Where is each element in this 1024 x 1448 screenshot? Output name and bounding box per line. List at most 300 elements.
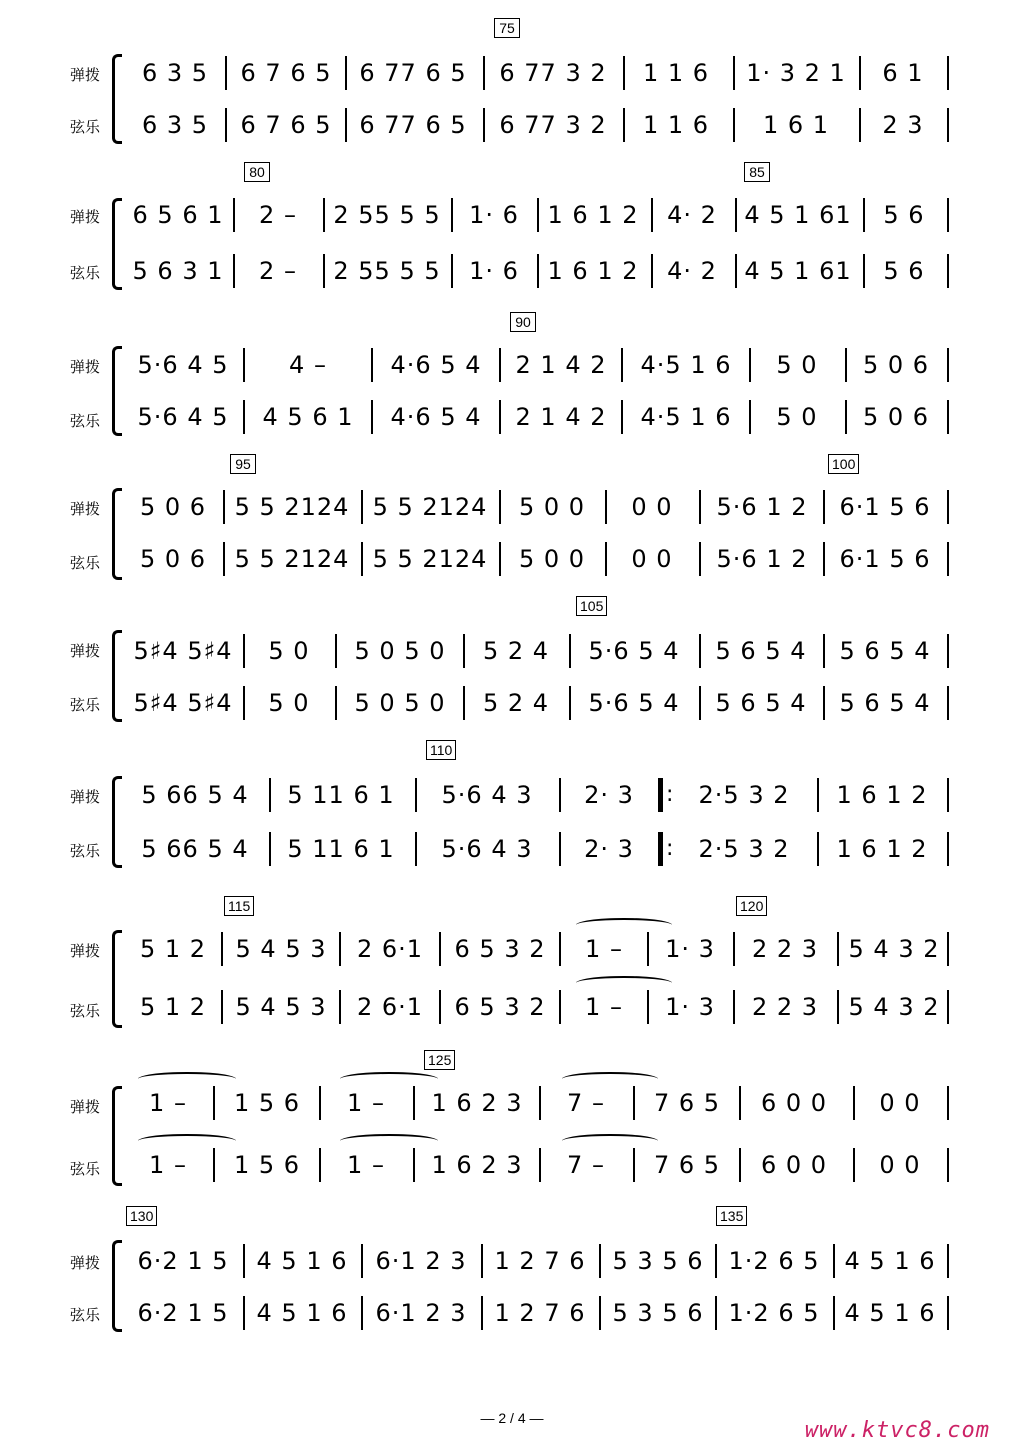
measure: 4 –	[289, 351, 327, 379]
instrument-label-strings: 弦乐	[70, 118, 101, 136]
barline	[736, 1148, 744, 1182]
barline	[448, 198, 456, 232]
measure: 5 2 4	[482, 637, 550, 665]
barline	[410, 1086, 418, 1120]
measure: 7 6 5	[653, 1089, 721, 1117]
measure: 1 6 1 2	[836, 835, 928, 863]
measure-number-120: 120	[736, 896, 767, 916]
system-5	[0, 596, 1024, 728]
measure-number-125: 125	[424, 1050, 455, 1070]
measure: 5 0 5 0	[354, 689, 446, 717]
measure: 4·6 5 4	[390, 351, 482, 379]
measure: 2 1 4 2	[515, 351, 607, 379]
measure: 2 2 3	[751, 935, 819, 963]
barline	[696, 490, 704, 524]
barline	[320, 254, 328, 288]
instrument-label-strings: 弦乐	[70, 412, 101, 430]
staff-row-strings	[0, 832, 1024, 866]
barline	[368, 400, 376, 434]
measure: 5 0 6	[139, 545, 207, 573]
barline	[730, 932, 738, 966]
barline	[644, 932, 652, 966]
measure: 7 –	[567, 1151, 605, 1179]
measure: 5 0 0	[518, 493, 586, 521]
barline	[820, 542, 828, 576]
measure-number-130: 130	[126, 1206, 157, 1226]
barline	[566, 686, 574, 720]
measure: 5 0 6	[862, 403, 930, 431]
barline	[534, 254, 542, 288]
measure: 5 1 2	[139, 935, 207, 963]
staff-row-plucked	[0, 348, 1024, 382]
barline	[820, 634, 828, 668]
barline	[856, 108, 864, 142]
measure: 0 0	[631, 545, 673, 573]
measure: 5 11 6 1	[287, 781, 395, 809]
measure-number-75: 75	[494, 18, 520, 38]
barline	[556, 832, 564, 866]
measure: 4·5 1 6	[640, 403, 732, 431]
measure: 6·2 1 5	[137, 1247, 229, 1275]
barline	[944, 832, 952, 866]
barline	[620, 56, 628, 90]
measure: 2 1 4 2	[515, 403, 607, 431]
barline	[556, 990, 564, 1024]
barline	[358, 542, 366, 576]
measure: 6 5 3 2	[454, 993, 546, 1021]
measure: 1 5 6	[233, 1151, 301, 1179]
barline	[630, 1086, 638, 1120]
barline	[732, 198, 740, 232]
barline	[496, 348, 504, 382]
measure: 5·6 5 4	[588, 689, 680, 717]
measure: 5♯4 5♯4	[133, 689, 233, 717]
barline	[850, 1086, 858, 1120]
barline	[496, 400, 504, 434]
measure: 5 0	[776, 403, 818, 431]
measure: 1 1 6	[642, 111, 710, 139]
measure: 2 3	[882, 111, 924, 139]
measure: 2·5 3 2	[698, 781, 790, 809]
measure: 1 –	[347, 1151, 385, 1179]
system-7	[0, 896, 1024, 1034]
measure-number-105: 105	[576, 596, 607, 616]
barline	[730, 56, 738, 90]
barline	[240, 634, 248, 668]
barline	[620, 108, 628, 142]
barline	[460, 686, 468, 720]
staff-row-plucked	[0, 778, 1024, 812]
barline	[856, 56, 864, 90]
barline	[618, 400, 626, 434]
measure: 2· 3	[584, 835, 634, 863]
barline	[320, 198, 328, 232]
barline	[222, 56, 230, 90]
measure-number-85: 85	[744, 162, 770, 182]
measure: 6 77 6 5	[359, 111, 467, 139]
barline	[696, 686, 704, 720]
barline	[496, 542, 504, 576]
barline	[220, 542, 228, 576]
barline	[860, 198, 868, 232]
measure: 1· 3 2 1	[746, 59, 846, 87]
barline	[944, 254, 952, 288]
tie-arc	[562, 1072, 658, 1086]
measure: 4·5 1 6	[640, 351, 732, 379]
measure: 5 1 2	[139, 993, 207, 1021]
measure: 1 6 2 3	[431, 1151, 523, 1179]
barline	[944, 932, 952, 966]
staff-row-plucked	[0, 634, 1024, 668]
system-8	[0, 1050, 1024, 1192]
barline	[944, 778, 952, 812]
barline	[556, 778, 564, 812]
barline	[556, 932, 564, 966]
tie-arc	[576, 918, 672, 932]
measure: 7 6 5	[653, 1151, 721, 1179]
measure: 6 7 6 5	[240, 111, 332, 139]
barline	[332, 634, 340, 668]
barline	[336, 932, 344, 966]
measure: 5 66 5 4	[141, 835, 249, 863]
page-number: — 2 / 4 —	[480, 1410, 544, 1426]
measure: 2 –	[259, 201, 297, 229]
measure: 2 2 3	[751, 993, 819, 1021]
measure: 6 7 6 5	[240, 59, 332, 87]
barline	[944, 1086, 952, 1120]
measure: 5 0 0	[518, 545, 586, 573]
barline	[746, 348, 754, 382]
measure: 1· 3	[665, 993, 715, 1021]
tie-arc	[576, 976, 672, 990]
barline	[944, 990, 952, 1024]
measure: 4 5 1 6	[256, 1299, 348, 1327]
measure: 5 0	[268, 637, 310, 665]
staff-row-strings	[0, 990, 1024, 1024]
staff-row-plucked	[0, 56, 1024, 90]
measure: 5 3 5 6	[612, 1247, 704, 1275]
barline	[696, 634, 704, 668]
barline	[814, 832, 822, 866]
barline	[240, 1296, 248, 1330]
barline	[944, 686, 952, 720]
system-1	[0, 18, 1024, 148]
barline	[480, 108, 488, 142]
barline	[496, 490, 504, 524]
system-9	[0, 1206, 1024, 1340]
measure: 2 55 5 5	[333, 201, 441, 229]
measure: 1 6 1 2	[547, 201, 639, 229]
barline	[944, 634, 952, 668]
barline	[566, 634, 574, 668]
measure: 5 6 5 4	[715, 689, 807, 717]
measure: 0 0	[879, 1089, 921, 1117]
barline	[240, 348, 248, 382]
instrument-label-strings: 弦乐	[70, 1306, 101, 1324]
barline	[316, 1148, 324, 1182]
barline	[834, 990, 842, 1024]
measure: 6·1 5 6	[839, 545, 931, 573]
measure: 1 –	[149, 1089, 187, 1117]
measure: 5 4 5 3	[235, 993, 327, 1021]
staff-row-plucked	[0, 932, 1024, 966]
measure: 5·6 4 5	[137, 351, 229, 379]
barline	[436, 932, 444, 966]
measure: 5♯4 5♯4	[133, 637, 233, 665]
measure: 6 5 3 2	[454, 935, 546, 963]
barline	[712, 1296, 720, 1330]
barline	[944, 1244, 952, 1278]
barline	[210, 1148, 218, 1182]
measure-number-110: 110	[426, 740, 456, 760]
measure: 5 2 4	[482, 689, 550, 717]
measure: 4·6 5 4	[390, 403, 482, 431]
measure: 1 –	[347, 1089, 385, 1117]
measure: 5 5 2124	[234, 493, 350, 521]
instrument-label-strings: 弦乐	[70, 842, 101, 860]
measure: 6 3 5	[141, 111, 209, 139]
measure: 4 5 1 61	[744, 201, 852, 229]
barline	[820, 490, 828, 524]
instrument-label-plucked: 弹拨	[70, 942, 101, 960]
staff-row-strings	[0, 108, 1024, 142]
barline	[448, 254, 456, 288]
watermark-url: www.ktvc8.com	[804, 1418, 990, 1443]
instrument-label-plucked: 弹拨	[70, 1254, 101, 1272]
barline	[648, 198, 656, 232]
measure: 5 5 2124	[372, 545, 488, 573]
measure: 5 0 6	[862, 351, 930, 379]
measure: 1 6 1	[762, 111, 830, 139]
measure: 0 0	[879, 1151, 921, 1179]
instrument-label-strings: 弦乐	[70, 264, 101, 282]
system-3	[0, 312, 1024, 440]
barline	[332, 686, 340, 720]
measure: 5·6 1 2	[716, 545, 808, 573]
barline	[736, 1086, 744, 1120]
tie-arc	[340, 1072, 438, 1086]
measure: 6 77 3 2	[499, 111, 607, 139]
barline	[218, 932, 226, 966]
measure: 1 –	[585, 935, 623, 963]
instrument-label-strings: 弦乐	[70, 554, 101, 572]
measure: 1· 3	[665, 935, 715, 963]
measure: 6·1 2 3	[375, 1299, 467, 1327]
staff-row-strings	[0, 400, 1024, 434]
measure: 5·6 4 3	[441, 781, 533, 809]
measure-number-95: 95	[230, 454, 256, 474]
measure: 1 6 1 2	[836, 781, 928, 809]
barline	[478, 1244, 486, 1278]
measure: 1· 6	[469, 201, 519, 229]
barline	[536, 1086, 544, 1120]
measure: 1 –	[585, 993, 623, 1021]
barline	[648, 254, 656, 288]
measure: 1·2 6 5	[728, 1247, 820, 1275]
barline	[630, 1148, 638, 1182]
barline	[266, 832, 274, 866]
staff-row-plucked	[0, 490, 1024, 524]
barline	[944, 1296, 952, 1330]
staff-row-strings	[0, 542, 1024, 576]
barline	[842, 348, 850, 382]
measure: 4· 2	[667, 257, 717, 285]
barline	[266, 778, 274, 812]
measure: 5 6	[883, 257, 925, 285]
barline	[834, 932, 842, 966]
measure: 1 2 7 6	[494, 1299, 586, 1327]
barline	[358, 490, 366, 524]
measure: 6 77 6 5	[359, 59, 467, 87]
measure: 2 6·1	[356, 935, 424, 963]
barline	[210, 1086, 218, 1120]
measure: 5 11 6 1	[287, 835, 395, 863]
barline	[618, 348, 626, 382]
barline	[596, 1244, 604, 1278]
measure: 5 4 3 2	[848, 935, 940, 963]
measure: 2·5 3 2	[698, 835, 790, 863]
instrument-label-strings: 弦乐	[70, 696, 101, 714]
barline	[222, 108, 230, 142]
barline	[944, 348, 952, 382]
instrument-label-plucked: 弹拨	[70, 500, 101, 518]
measure: 4 5 1 6	[256, 1247, 348, 1275]
measure: 6 77 3 2	[499, 59, 607, 87]
tie-arc	[562, 1134, 658, 1148]
barline	[240, 686, 248, 720]
barline	[534, 198, 542, 232]
system-6	[0, 740, 1024, 874]
measure: 5 5 2124	[372, 493, 488, 521]
measure: 6 1	[882, 59, 924, 87]
barline	[412, 778, 420, 812]
instrument-label-strings: 弦乐	[70, 1160, 101, 1178]
system-4	[0, 454, 1024, 584]
staff-row-strings	[0, 686, 1024, 720]
measure: 5·6 1 2	[716, 493, 808, 521]
measure: 5·6 5 4	[588, 637, 680, 665]
barline	[696, 542, 704, 576]
measure: 5 0 6	[139, 493, 207, 521]
barline	[240, 400, 248, 434]
barline	[944, 542, 952, 576]
measure: 4 5 1 6	[844, 1299, 936, 1327]
tie-arc	[138, 1134, 236, 1148]
measure: 2 –	[259, 257, 297, 285]
measure: 2 6·1	[356, 993, 424, 1021]
barline	[220, 490, 228, 524]
measure-number-80: 80	[244, 162, 270, 182]
measure: 6 0 0	[760, 1151, 828, 1179]
staff-row-strings	[0, 1296, 1024, 1330]
barline	[230, 254, 238, 288]
measure: 1 6 2 3	[431, 1089, 523, 1117]
barline	[602, 542, 610, 576]
measure: 6 3 5	[141, 59, 209, 87]
measure: 5·6 4 5	[137, 403, 229, 431]
barline	[480, 56, 488, 90]
barline	[342, 108, 350, 142]
barline	[746, 400, 754, 434]
barline	[730, 990, 738, 1024]
barline	[536, 1148, 544, 1182]
measure: 4 5 6 1	[262, 403, 354, 431]
measure: 2· 3	[584, 781, 634, 809]
measure: 5 3 5 6	[612, 1299, 704, 1327]
barline	[596, 1296, 604, 1330]
measure: 0 0	[631, 493, 673, 521]
measure-number-135: 135	[716, 1206, 747, 1226]
measure: 5 0	[776, 351, 818, 379]
measure: 5 6 5 4	[839, 637, 931, 665]
measure: 6·1 2 3	[375, 1247, 467, 1275]
instrument-label-plucked: 弹拨	[70, 358, 101, 376]
measure: 4· 2	[667, 201, 717, 229]
barline	[478, 1296, 486, 1330]
barline	[944, 400, 952, 434]
measure: 1 –	[149, 1151, 187, 1179]
measure: 2 55 5 5	[333, 257, 441, 285]
measure: 1 5 6	[233, 1089, 301, 1117]
measure-number-90: 90	[510, 312, 536, 332]
barline	[944, 1148, 952, 1182]
measure: 5 6	[883, 201, 925, 229]
barline	[602, 490, 610, 524]
instrument-label-plucked: 弹拨	[70, 1098, 101, 1116]
barline	[944, 56, 952, 90]
barline	[412, 832, 420, 866]
instrument-label-plucked: 弹拨	[70, 66, 101, 84]
measure: 6 5 6 1	[132, 201, 224, 229]
tie-arc	[138, 1072, 236, 1086]
measure-number-100: 100	[828, 454, 859, 474]
barline	[436, 990, 444, 1024]
system-2	[0, 162, 1024, 294]
staff-row-strings	[0, 254, 1024, 288]
barline	[830, 1296, 838, 1330]
measure: 4 5 1 6	[844, 1247, 936, 1275]
barline	[342, 56, 350, 90]
barline	[460, 634, 468, 668]
barline	[820, 686, 828, 720]
measure-number-115: 115	[224, 896, 254, 916]
barline	[732, 254, 740, 288]
barline	[830, 1244, 838, 1278]
repeat-start	[658, 778, 672, 812]
staff-row-plucked	[0, 1086, 1024, 1120]
measure: 5·6 4 3	[441, 835, 533, 863]
measure: 5 6 3 1	[132, 257, 224, 285]
barline	[712, 1244, 720, 1278]
staff-row-plucked	[0, 1244, 1024, 1278]
barline	[230, 198, 238, 232]
barline	[240, 1244, 248, 1278]
measure: 5 5 2124	[234, 545, 350, 573]
measure: 5 0 5 0	[354, 637, 446, 665]
tie-arc	[340, 1134, 438, 1148]
measure: 1 6 1 2	[547, 257, 639, 285]
barline	[944, 198, 952, 232]
measure: 1· 6	[469, 257, 519, 285]
barline	[358, 1296, 366, 1330]
barline	[358, 1244, 366, 1278]
measure: 1 2 7 6	[494, 1247, 586, 1275]
measure: 6·1 5 6	[839, 493, 931, 521]
measure: 5 4 5 3	[235, 935, 327, 963]
staff-row-strings	[0, 1148, 1024, 1182]
barline	[218, 990, 226, 1024]
barline	[368, 348, 376, 382]
